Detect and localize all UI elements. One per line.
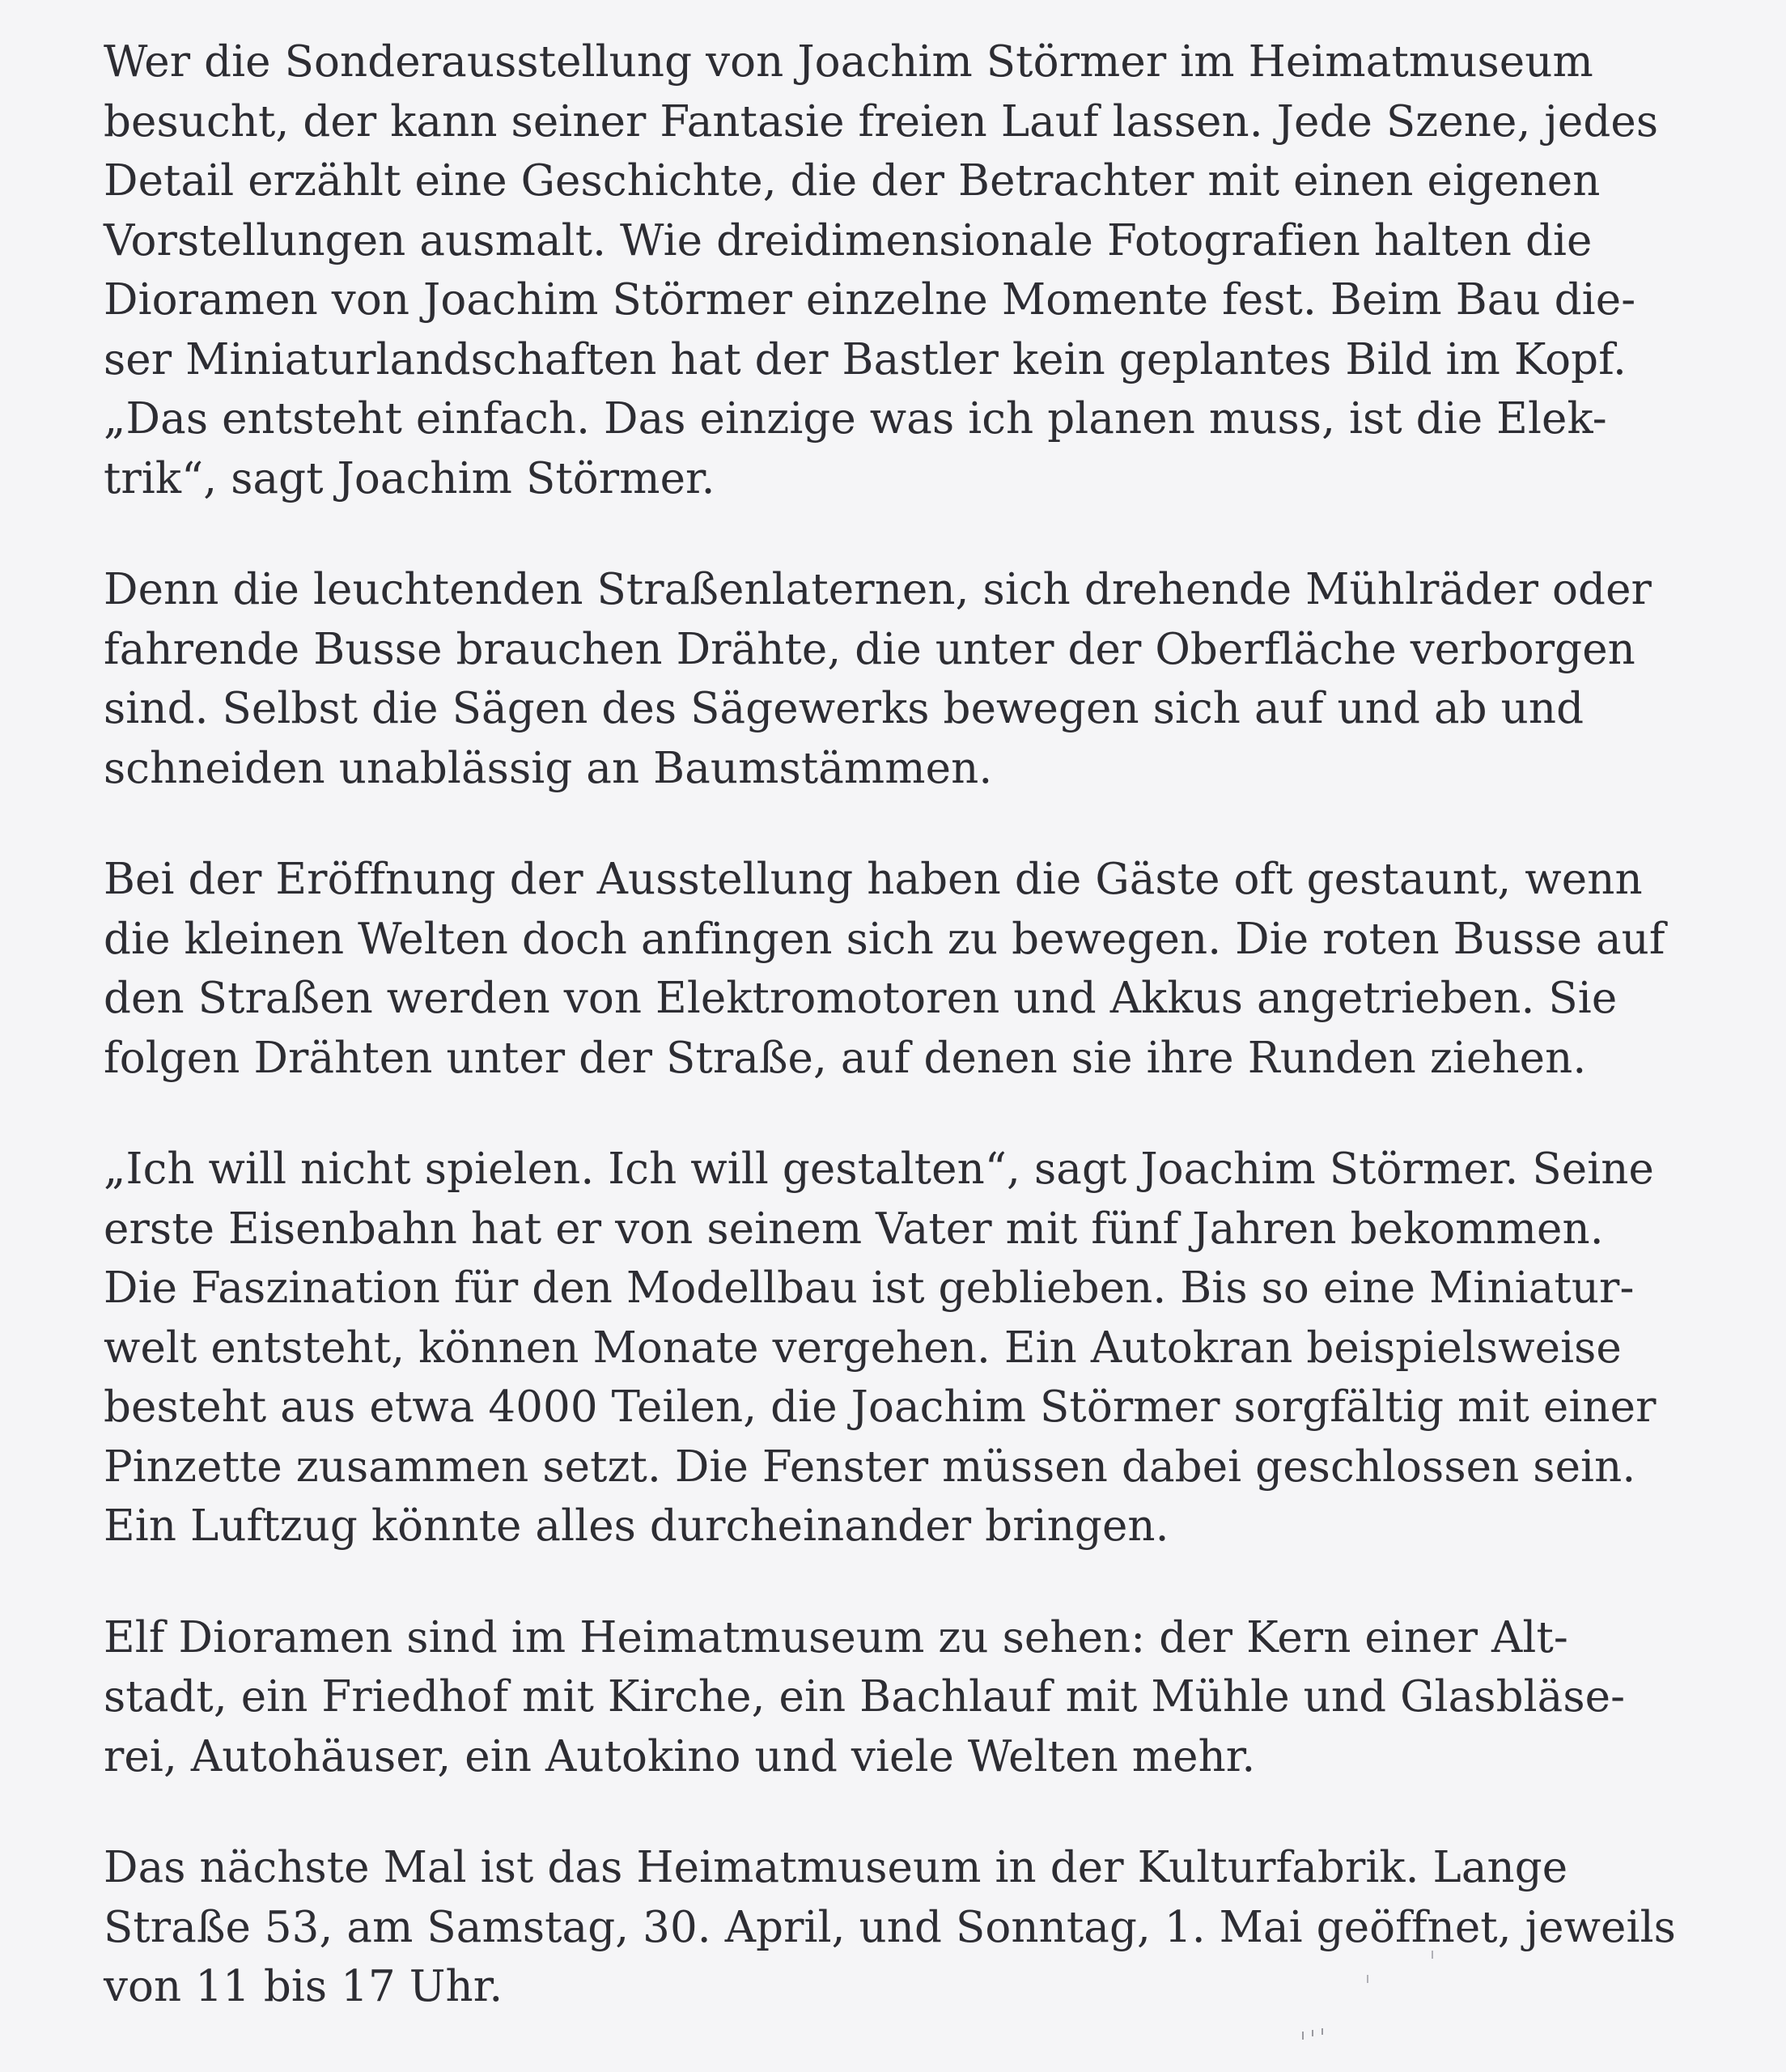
text-line: rei, Autohäuser, ein Autokino und viele Welten mehr. xyxy=(104,1731,1256,1781)
article-text xyxy=(104,32,1714,2017)
text-line: Ein Luftzug könnte alles durcheinander bringen. xyxy=(104,1501,1169,1551)
text-line: „Ich will nicht spielen. Ich will gestalten“, sagt Joachim Störmer. Seine xyxy=(104,1144,1654,1194)
text-line: Das nächste Mal ist das Heimatmuseum in der Kulturfabrik. Lange xyxy=(104,1843,1568,1892)
text-line: welt entsteht, können Monate vergehen. Ein Autokran beispielsweise xyxy=(104,1323,1622,1373)
text-line: ser Miniaturlandschaften hat der Bastler kein geplantes Bild im Kopf. xyxy=(104,334,1627,384)
paragraph-gap xyxy=(104,508,1714,560)
paragraph-5 xyxy=(104,1608,1714,1787)
text-line: besteht aus etwa 4000 Teilen, die Joachim Störmer sorgfältig mit einer xyxy=(104,1382,1657,1432)
text-line: Wer die Sonderausstellung von Joachim Störmer im Heimatmuseum xyxy=(104,37,1593,87)
text-line: Bei der Eröffnung der Ausstellung haben die Gäste oft gestaunt, wenn xyxy=(104,855,1643,904)
text-line: trik“, sagt Joachim Störmer. xyxy=(104,453,715,503)
text-line: Elf Dioramen sind im Heimatmuseum zu sehen: der Kern einer Alt- xyxy=(104,1612,1568,1662)
text-line: fahrende Busse brauchen Drähte, die unter der Oberfläche verborgen xyxy=(104,624,1635,674)
paragraph-gap xyxy=(104,1088,1714,1140)
paragraph-6 xyxy=(104,1838,1714,2017)
paragraph-4 xyxy=(104,1140,1714,1556)
paragraph-gap xyxy=(104,1786,1714,1838)
text-line: erste Eisenbahn hat er von seinem Vater mit fünf Jahren bekommen. xyxy=(104,1204,1604,1254)
paragraph-gap xyxy=(104,1556,1714,1608)
text-line: Vorstellungen ausmalt. Wie dreidimensionale Fotografien halten die xyxy=(104,215,1593,265)
text-line: Pinzette zusammen setzt. Die Fenster müssen dabei geschlossen sein. xyxy=(104,1441,1636,1492)
text-line: Straße 53, am Samstag, 30. April, und Sonntag, 1. Mai geöffnet, jeweils xyxy=(104,1902,1676,1952)
text-line: den Straßen werden von Elektromotoren und Akkus angetrieben. Sie xyxy=(104,974,1618,1023)
text-line: die kleinen Welten doch anfingen sich zu bewegen. Die roten Busse auf xyxy=(104,914,1665,964)
text-line: Dioramen von Joachim Störmer einzelne Momente fest. Beim Bau die- xyxy=(104,275,1636,325)
text-line: Detail erzählt eine Geschichte, die der Betrachter mit einen eigenen xyxy=(104,156,1601,206)
text-line: Denn die leuchtenden Straßenlaternen, sich drehende Mühlräder oder xyxy=(104,565,1652,614)
scan-artifact-marks xyxy=(1295,1926,1457,2056)
text-line: „Das entsteht einfach. Das einzige was ich planen muss, ist die Elek- xyxy=(104,394,1607,444)
text-line: sind. Selbst die Sägen des Sägewerks bewegen sich auf und ab und xyxy=(104,684,1584,733)
text-line: Die Faszination für den Modellbau ist geblieben. Bis so eine Miniatur- xyxy=(104,1263,1635,1313)
paragraph-1 xyxy=(104,32,1714,508)
text-line: folgen Drähten unter der Straße, auf denen sie ihre Runden ziehen. xyxy=(104,1033,1587,1083)
text-line: besucht, der kann seiner Fantasie freien Lauf lassen. Jede Szene, jedes xyxy=(104,96,1659,146)
paragraph-3 xyxy=(104,850,1714,1088)
text-line: von 11 bis 17 Uhr. xyxy=(104,1962,503,2011)
text-line: stadt, ein Friedhof mit Kirche, ein Bachlauf mit Mühle und Glasbläse- xyxy=(104,1672,1626,1722)
paragraph-gap xyxy=(104,798,1714,850)
text-line: schneiden unablässig an Baumstämmen. xyxy=(104,743,993,793)
paragraph-2 xyxy=(104,560,1714,798)
